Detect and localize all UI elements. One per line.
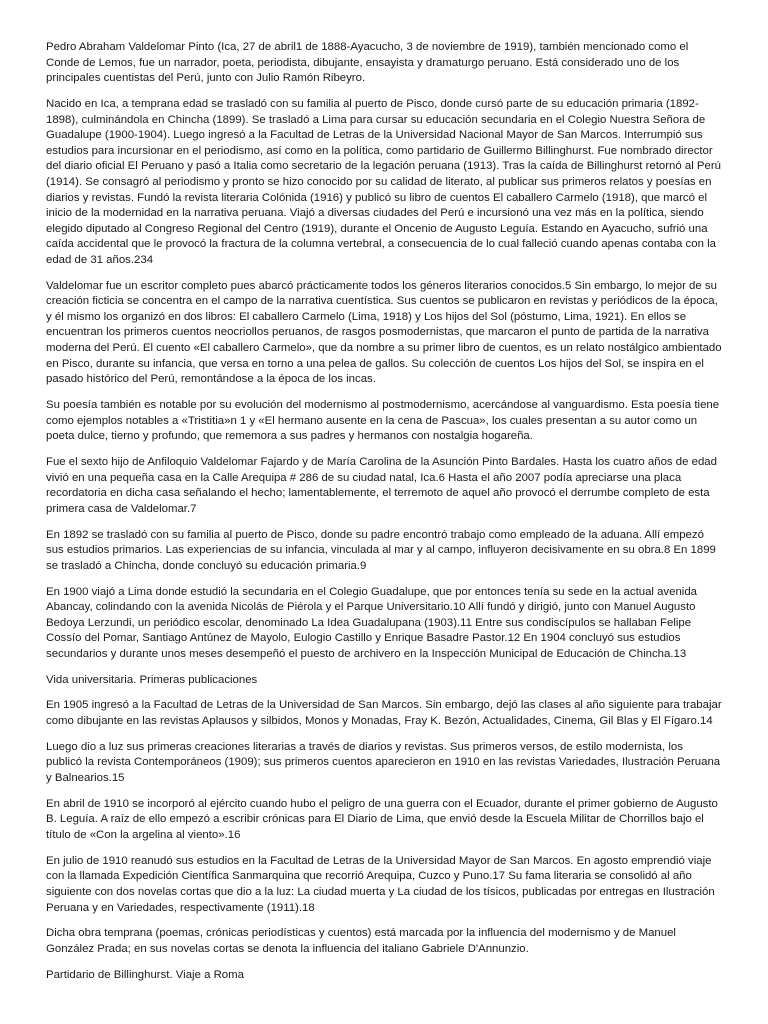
section-heading-billinghurst: Partidario de Billinghurst. Viaje a Roma [46,968,244,981]
literary-work-paragraph: Valdelomar fue un escritor completo pues abarcó prácticamente todos los géneros literarios conocidos.5 Sin embargo, lo mejor de su creación ficticia se concentra en el campo de la narrativa cuentística. Sus cuentos se publicaron en revistas y periódicos de la época, y él mismo los organizó en dos libros: El caballero Carmelo (Lima, 1918) y Los hijos del Sol (póstumo, Lima, 1921). En ellos se encuentran los primeros cuentos neocriollos peruanos, de rasgos posmodernistas, que marcaron el punto de partida de la narrativa moderna del Perú. El cuento «El caballero Carmelo», que da nombre a su primer libro de cuentos, es un relato nostálgico ambientado en Pisco, durante su infancia, que versa en torno a una pelea de gallos. Su colección de cuentos Los hijos del Sol, se inspira en el pasado histórico del Perú, remontándose a la época de los incas. [46,279,722,386]
section-heading-university: Vida universitaria. Primeras publicaciones [46,673,258,686]
expedition-paragraph: En julio de 1910 reanudó sus estudios en la Facultad de Letras de la Universidad Mayor de San Marcos. En agosto emprendió viaje con la llamada Expedición Científica Sanmarquina que recorrió Arequipa, Cuzco y Puno.17 Su fama literaria se consolidó al año siguiente con dos novelas cortas que dio a la luz: La ciudad muerta y La ciudad de los tísicos, publicadas por entregas en Ilustración Peruana y en Variedades, respectivamente (1911).18 [46,854,715,914]
poetry-paragraph: Su poesía también es notable por su evolución del modernismo al postmodernismo, acercándose al vanguardismo. Esta poesía tiene como ejemplos notables a «Tristitia»n 1 y «El hermano ausente en la cena de Pascua», los cuales presentan a su autor como un poeta dulce, tierno y profundo, que rememora a sus padres y hermanos con nostalgia hogareña. [46,399,720,443]
first-publications-paragraph: Luego dio a luz sus primeras creaciones literarias a través de diarios y revistas. Sus primeros versos, de estilo modernista, los publicó la revista Contemporáneos (1909); sus primeros cuentos aparecieron en 1910 en las revistas Variedades, Ilustración Peruana y Balnearios.15 [46,740,721,785]
influences-paragraph: Dicha obra temprana (poemas, crónicas periodísticas y cuentos) está marcada por la influencia del modernismo y de Manuel González Prada; en sus novelas cortas se denota la influencia del italiano Gabriele D'Annunzio. [46,927,676,955]
university-paragraph: En 1905 ingresó a la Facultad de Letras de la Universidad de San Marcos. Sin embargo, dejó las clases al año siguiente para trabajar como dibujante en las revistas Aplausos y silbidos, Monos y Monadas, Fray K. Bezón, Actualidades, Cinema, Gil Blas y El Fígaro.14 [46,699,722,728]
secondary-school-paragraph: En 1900 viajó a Lima donde estudió la secundaria en el Colegio Guadalupe, que por entonces tenía su sede en la actual avenida Abancay, colindando con la avenida Nicolás de Piérola y el Parque Universitario.10 Allí fundó y dirigió, junto con Manuel Augusto Bedoya Lerzundi, un periódico escolar, denominado La Idea Guadalupana (1903).11 Entre sus condiscípulos se hallaban Felipe Cossío del Pomar, Santiago Antúnez de Mayolo, Eulogio Castillo y Enrique Basadre Pastor.12 En 1904 concluyó sus estudios secundarios y durante unos meses desempeñó el puesto de archivero en la Inspección Municipal de Educación de Chincha.13 [46,585,697,660]
family-paragraph: Fue el sexto hijo de Anfiloquio Valdelomar Fajardo y de María Carolina de la Asunción Pinto Bardales. Hasta los cuatro años de edad vivió en una pequeña casa en la Calle Arequipa # 286 de su ciudad natal, Ica.6 Hasta el año 2007 podía apreciarse una placa recordatoria en dicha casa señalando el hecho; lamentablemente, el terremoto de aquel año provocó el derrumbe completo de esta primera casa de Valdelomar.7 [46,456,717,515]
document-page [46,40,722,994]
intro-paragraph: Pedro Abraham Valdelomar Pinto (Ica, 27 de abril1 de 1888-Ayacucho, 3 de noviembre de 1919), también mencionado como el Conde de Lemos, fue un narrador, poeta, periodista, dibujante, ensayista y dramaturgo peruano. Está considerado uno de los principales cuentistas del Perú, junto con Julio Ramón Ribeyro. [46,41,689,85]
biography-paragraph: Nacido en Ica, a temprana edad se trasladó con su familia al puerto de Pisco, donde cursó parte de su educación primaria (1892-1898), culminándola en Chincha (1899). Se trasladó a Lima para cursar su educación secundaria en el Colegio Nuestra Señora de Guadalupe (1900-1904). Luego ingresó a la Facultad de Letras de la Universidad Nacional Mayor de San Marcos. Interrumpió sus estudios para incursionar en el periodismo, así como en la política, como partidario de Guillermo Billinghurst. Fue nombrado director del diario oficial El Peruano y pasó a Italia como secretario de la legación peruana (1913). Tras la caída de Billinghurst retornó al Perú (1914). Se consagró al periodismo y pronto se hizo conocido por su calidad de literato, al publicar sus primeros relatos y poesías en diarios y revistas. Fundó la revista literaria Colónida (1916) y publicó su libro de cuentos El caballero Carmelo (1918), que marcó el inicio de la modernidad en la narrativa peruana. Viajó a diversas ciudades del Perú e incursionó una vez más en la política, siendo elegido diputado al Congreso Regional del Centro (1919), durante el Oncenio de Augusto Leguía. Estando en Ayacucho, sufrió una caída accidental que le provocó la fractura de la columna vertebral, a consecuencia de lo cual falleció cuando apenas contaba con la edad de 31 años.234 [46,97,721,266]
army-paragraph: En abril de 1910 se incorporó al ejército cuando hubo el peligro de una guerra con el Ecuador, durante el primer gobierno de Augusto B. Leguía. A raíz de ello empezó a escribir crónicas para El Diario de Lima, que envió desde la Escuela Militar de Chorrillos bajo el título de «Con la argelina al viento».16 [46,797,718,841]
childhood-paragraph: En 1892 se trasladó con su familia al puerto de Pisco, donde su padre encontró trabajo como empleado de la aduana. Allí empezó sus estudios primarios. Las experiencias de su infancia, vinculada al mar y al campo, influyeron decisivamente en su obra.8 En 1899 se trasladó a Chincha, donde concluyó su educación primaria.9 [46,528,716,572]
